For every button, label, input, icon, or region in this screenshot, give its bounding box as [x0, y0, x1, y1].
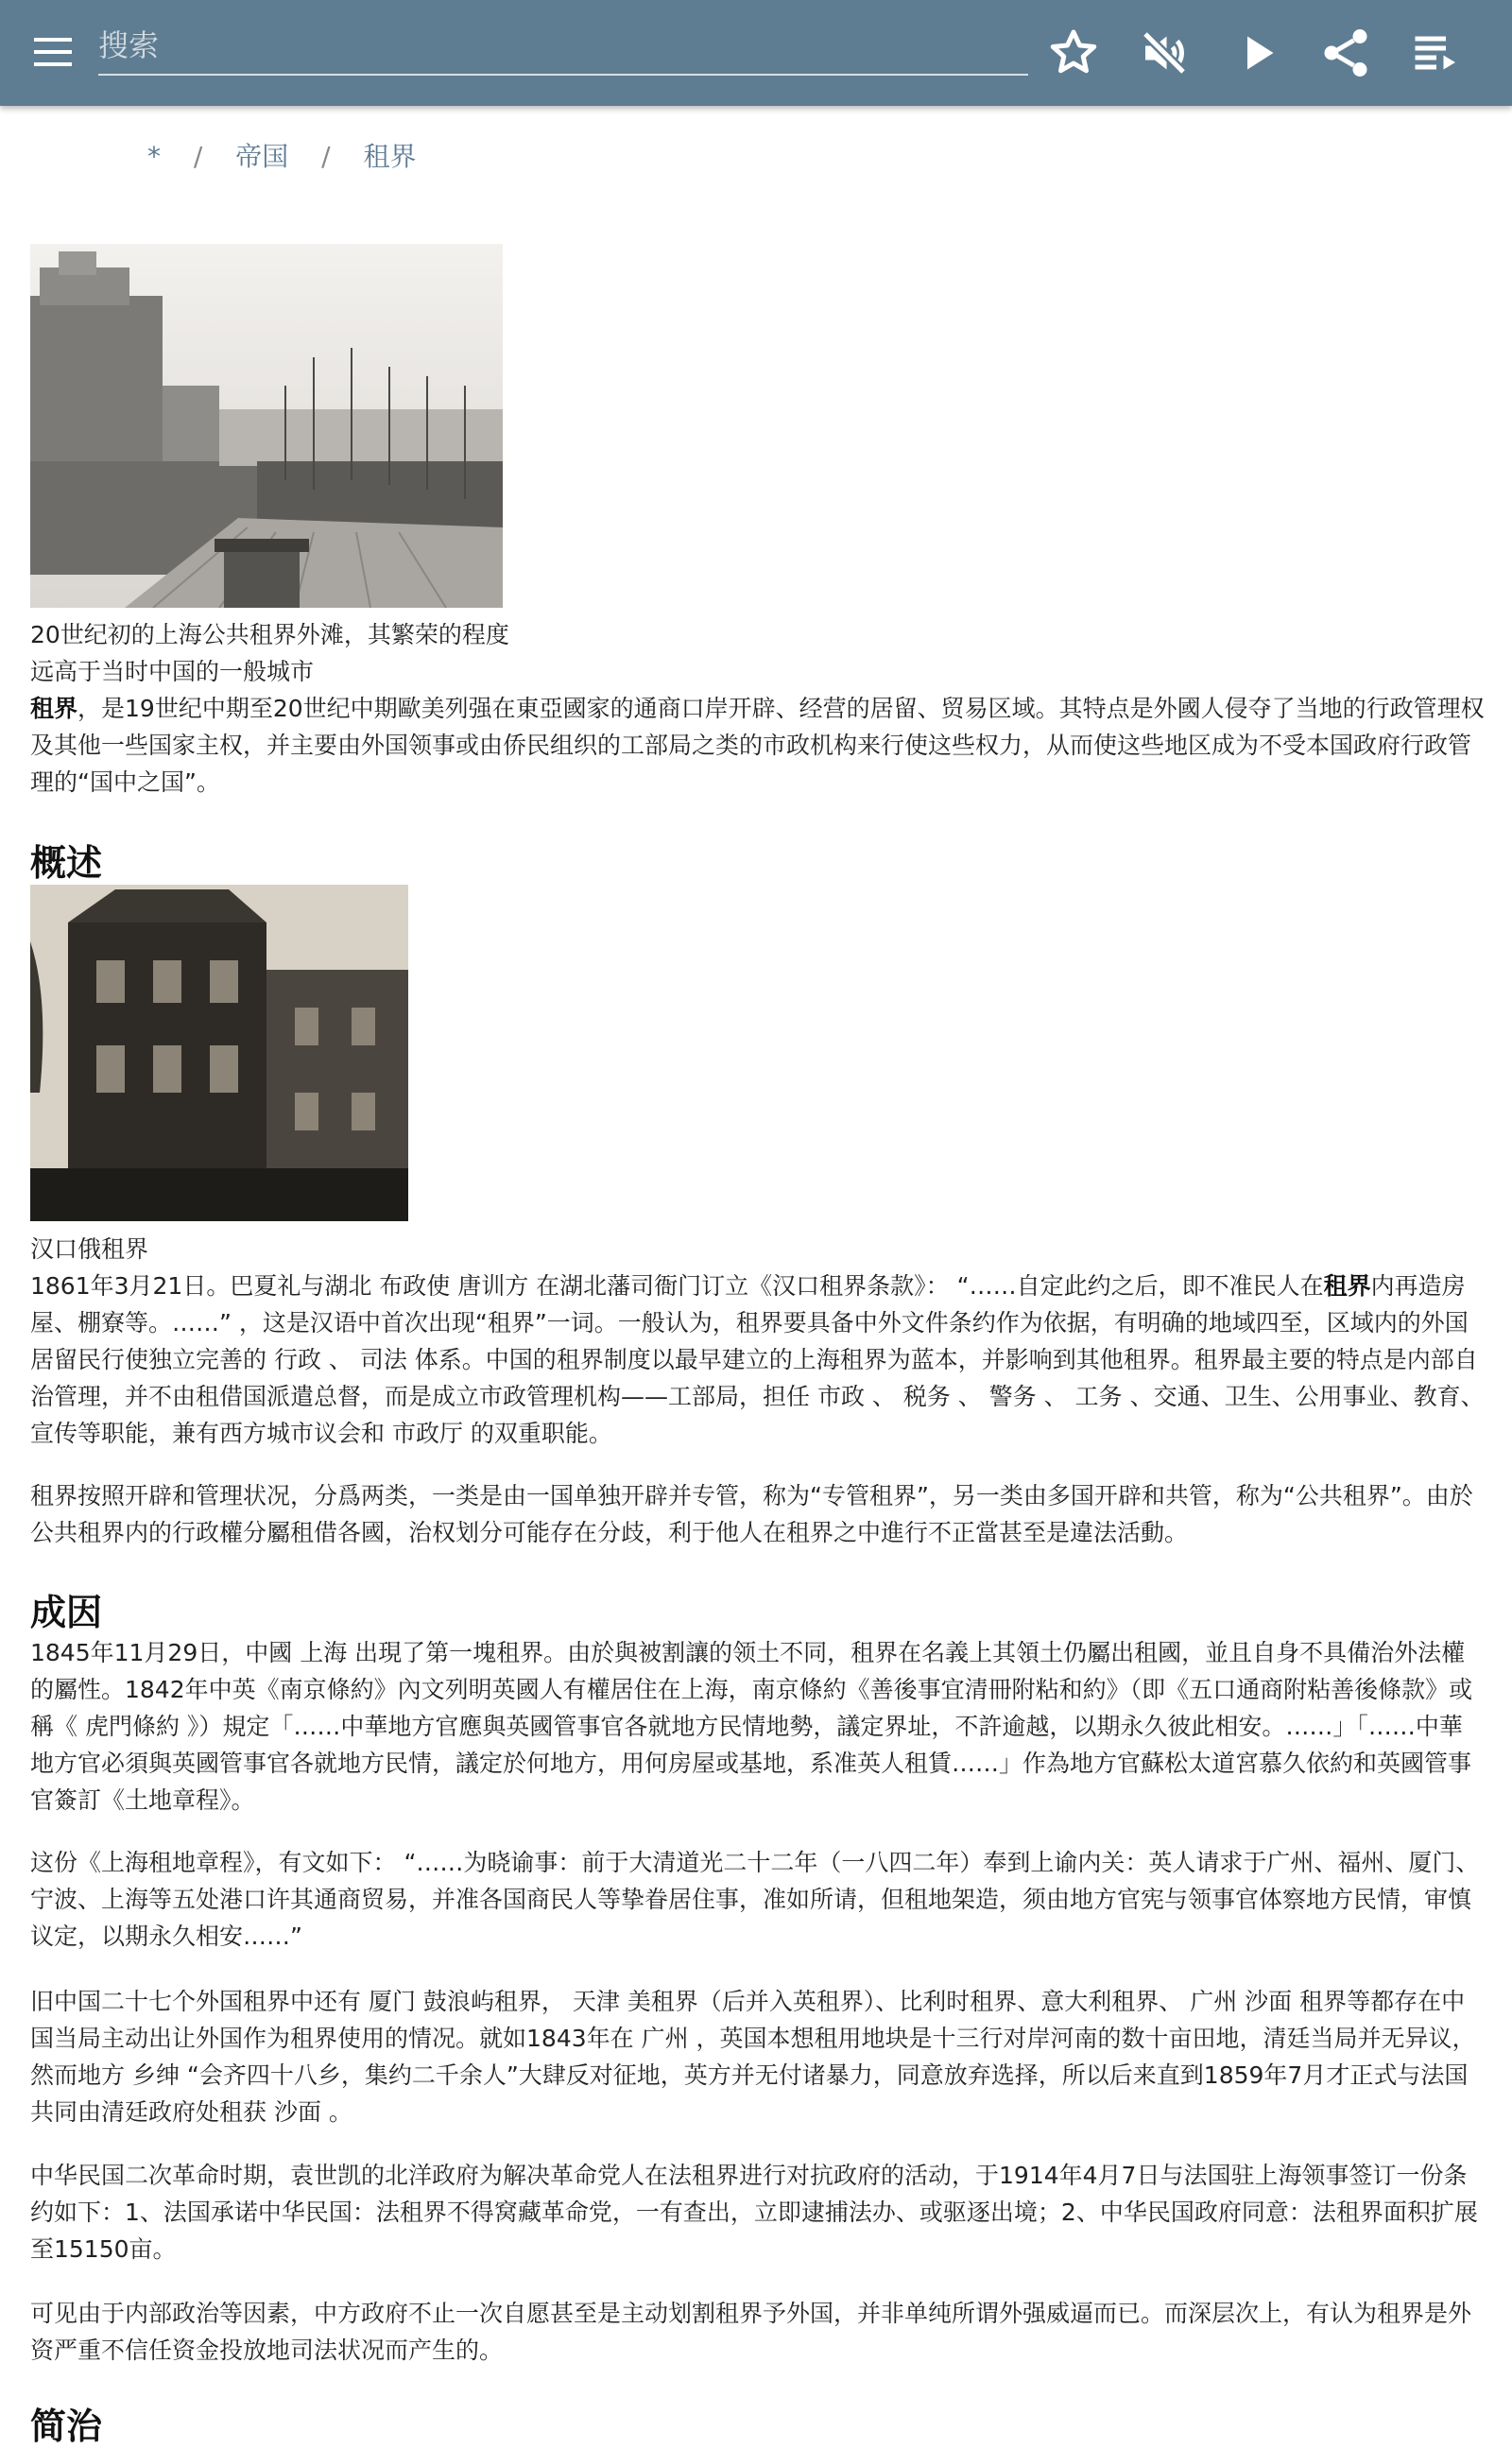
intro-term[interactable]: 租界 [30, 695, 78, 722]
causes-paragraph: 可见由于内部政治等因素，中方政府不止一次自愿甚至是主动划割租界予外国，并非单纯所谓外强威逼而已。而深层次上，有认为租界是外资严重不信任资金投放地司法状况而产生的。 [30, 2300, 1472, 2364]
list-icon[interactable] [1408, 25, 1465, 81]
overview-text-a: 1861年3月21日。巴夏礼与湖北 布政使 唐训方 在湖北藩司衙门订立《汉口租界条款》： “……自定此约之后，即不准民人在 [30, 1272, 1324, 1300]
overview-paragraph [30, 1268, 1486, 1452]
menu-icon[interactable] [34, 38, 72, 66]
play-icon[interactable] [1228, 25, 1285, 81]
figure-caption: 20世纪初的上海公共租界外滩，其繁荣的程度远高于当时中国的一般城市 [30, 621, 509, 685]
overview-term[interactable]: 租界 [1323, 1272, 1371, 1300]
breadcrumb-separator: / [193, 141, 203, 172]
intro-text: ，是19世纪中期至20世纪中期歐美列强在東亞國家的通商口岸开辟、经营的居留、贸易区域。其特点是外國人侵夺了当地的行政管理权及其他一些国家主权，并主要由外国领事或由侨民组织的工部局之类的市政机构来行使这些权力，从而使这些地区成为不受本国政府行政管理的“国中之国”。 [30, 695, 1485, 796]
star-icon[interactable] [1045, 25, 1102, 81]
section-heading-governance: 简治 [30, 2406, 103, 2447]
intro-paragraph [30, 690, 1486, 801]
share-icon[interactable] [1317, 25, 1374, 81]
breadcrumb-item-empire[interactable]: 帝国 [235, 141, 289, 172]
overview-text-b: 内再造房屋、棚寮等。……” ，这是汉语中首次出现“租界”一词。一般认为，租界要具备中外文件条约作为依据，有明确的地域四至，区域内的外国居留民行使独立完善的 行政 、 司法 体系。中国的租界制度以最早建立的上海租界为蓝本，并影响到其他租界。租界最主要的特点是内部自治管理，并不由租借国派遣总督，而是成立市政管理机构——工部局，担任 市政 、 税务 、 警务 、 工务 、交通、卫生、公用事业、教育、宣传等职能，兼有西方城市议会和 市政厅 的双重职能。 [30, 1272, 1485, 1447]
section-heading-overview: 概述 [30, 842, 103, 884]
overview-paragraph: 租界按照开辟和管理状况，分爲两类，一类是由一国单独开辟并专管，称为“专管租界”，另一类由多国开辟和共管，称为“公共租界”。由於公共租界内的行政權分屬租借各國，治权划分可能存在分歧，利于他人在租界之中進行不正當甚至是違法活動。 [30, 1482, 1473, 1546]
breadcrumb [147, 136, 417, 174]
breadcrumb-separator: / [321, 141, 331, 172]
breadcrumb-root[interactable]: * [147, 141, 161, 172]
hankou-photo[interactable] [30, 885, 408, 1221]
figure-caption: 汉口俄租界 [30, 1235, 149, 1263]
section-heading-causes: 成因 [30, 1592, 103, 1633]
search-input[interactable] [98, 17, 1028, 76]
causes-paragraph: 1845年11月29日，中國 上海 出現了第一塊租界。由於與被割讓的领土不同，租界在名義上其領土仍屬出租國，並且自身不具備治外法權的屬性。1842年中英《南京條約》內文列明英國人有權居住在上海，南京條約《善後事宜清冊附粘和約》（即《五口通商附粘善後條款》或稱《 虎門條約 》）規定「……中華地方官應與英國管事官各就地方民情地勢，議定界址，不許逾越，以期永久彼此相安。……」「……中華地方官必須與英國管事官各就地方民情，議定於何地方，用何房屋或基地，系准英人租賃……」作為地方官蘇松太道宮慕久依約和英國管事官簽訂《土地章程》。 [30, 1639, 1473, 1814]
bund-photo[interactable] [30, 244, 503, 608]
causes-paragraph: 旧中国二十七个外国租界中还有 厦门 鼓浪屿租界， 天津 美租界（后并入英租界）、比利时租界、意大利租界、 广州 沙面 租界等都存在中国当局主动出让外国作为租界使用的情况。就如1843年在 广州 ，英国本想租用地块是十三行对岸河南的数十亩田地，清廷当局并无异议，然而地方 乡绅 “会齐四十八乡，集约二千余人”大肆反对征地，英方并无付诸暴力，同意放弃选择，所以后来直到1859年7月才正式与法国共同由清廷政府处租获 沙面 。 [30, 1988, 1476, 2126]
app-bar [0, 0, 1512, 106]
causes-paragraph: 这份《上海租地章程》，有文如下： “……为晓谕事：前于大清道光二十二年（一八四二年）奉到上谕内关：英人请求于广州、福州、厦门、宁波、上海等五处港口许其通商贸易，并准各国商民人等挚眷居住事，准如所请，但租地架造，须由地方官宪与领事官体察地方民情，审慎议定，以期永久相安……” [30, 1849, 1480, 1950]
volume-off-icon[interactable] [1136, 25, 1193, 81]
causes-paragraph: 中华民国二次革命时期，袁世凯的北洋政府为解决革命党人在法租界进行对抗政府的活动，于1914年4月7日与法国驻上海领事签订一份条约如下：1、法国承诺中华民国：法租界不得窝藏革命党，一有查出，立即逮捕法办、或驱逐出境；2、中华民国政府同意：法租界面积扩展至15150亩。 [30, 2162, 1478, 2263]
breadcrumb-item-concession[interactable]: 租界 [363, 141, 417, 172]
